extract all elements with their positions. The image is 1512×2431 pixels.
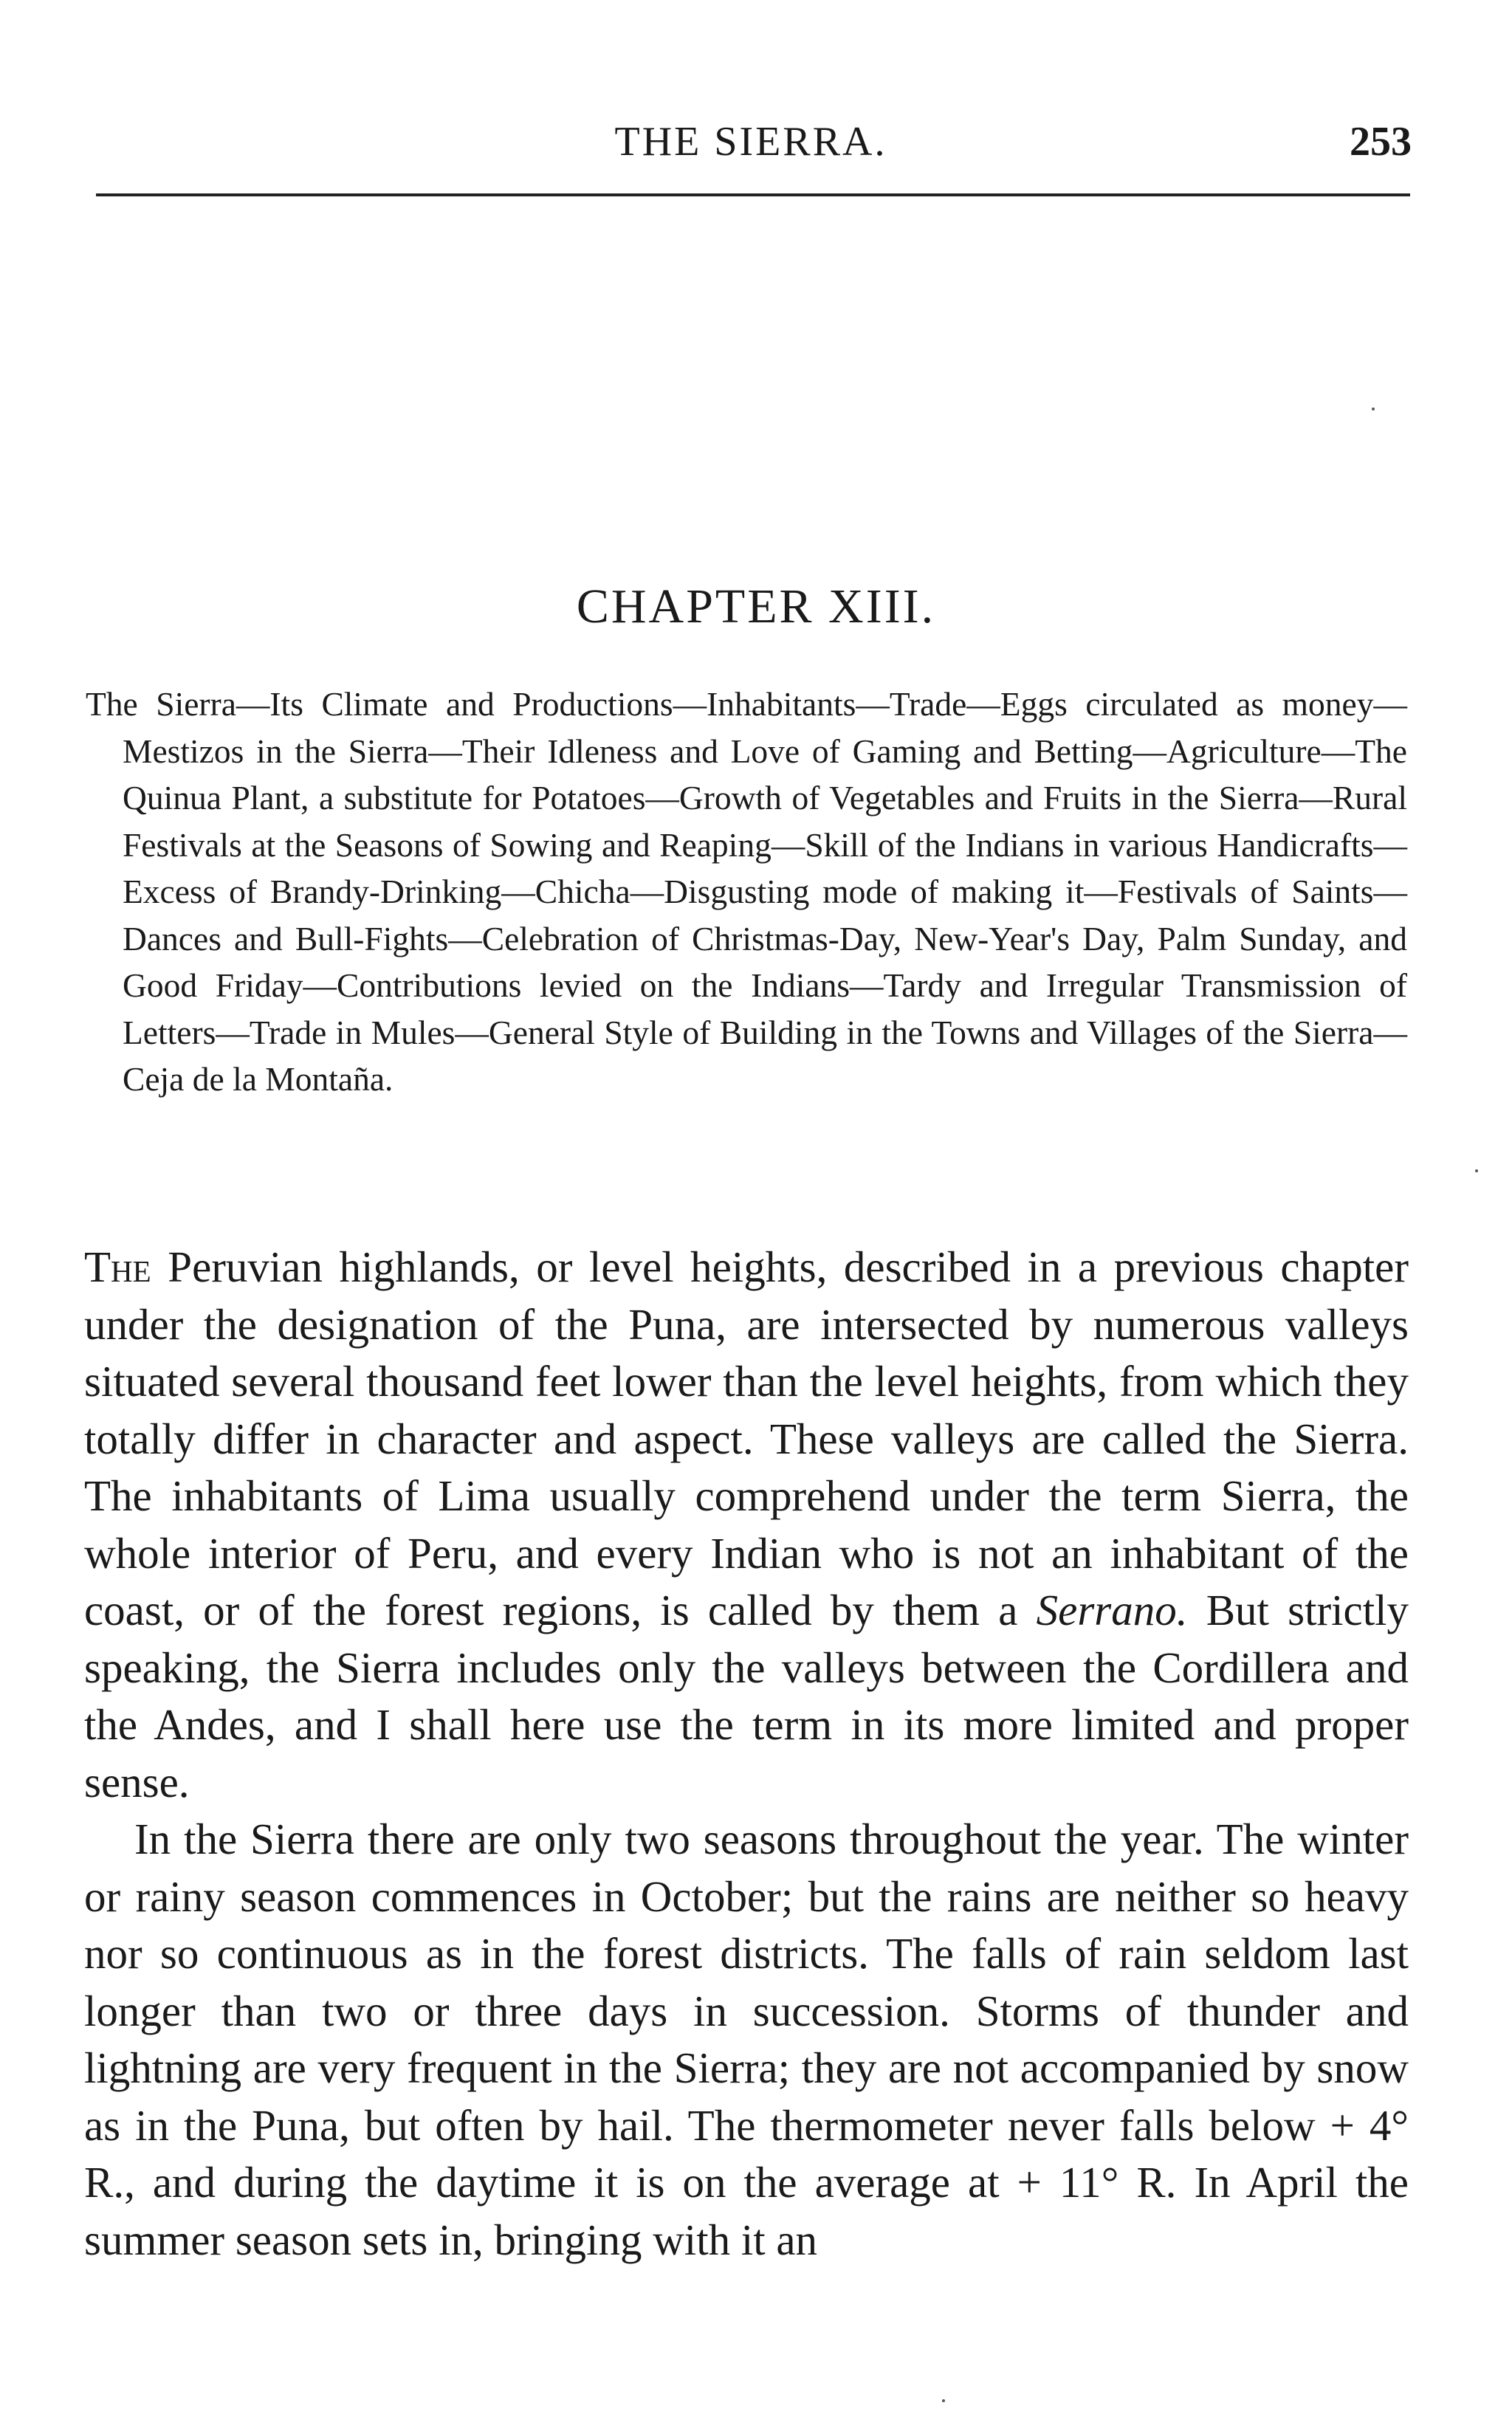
paragraph-1-text-b: But strictly speaking, the Sierra includes only the valleys between the Cordillera and the Andes, and I shall here use the term in its more limited and proper sense.: [84, 1586, 1409, 1806]
body-text: [84, 1239, 1409, 2269]
header-rule: [96, 193, 1410, 196]
chapter-synopsis: The Sierra—Its Climate and Productions—Inhabitants—Trade—Eggs circulated as money—Mestizos in the Sierra—Their Idleness and Love of Gaming and Betting—Agriculture—The Quinua Plant, a substitute for Potatoes—Growth of Vegetables and Fruits in the Sierra—Rural Festivals at the Seasons of Sowing and Reaping—Skill of the Indians in various Handicrafts—Excess of Brandy-Drinking—Chicha—Disgusting mode of making it—Festivals of Saints—Dances and Bull-Fights—Celebration of Christmas-Day, New-Year's Day, Palm Sunday, and Good Friday—Contributions levied on the Indians—Tardy and Irregular Transmission of Letters—Trade in Mules—General Style of Building in the Towns and Villages of the Sierra—Ceja de la Montaña.: [86, 685, 1407, 1098]
scan-speck: [1475, 1169, 1478, 1172]
running-title: THE SIERRA.: [614, 119, 887, 165]
paragraph-2: In the Sierra there are only two seasons throughout the year. The winter or rainy season commences in October; but the rains are neither so heavy nor so continuous as in the forest districts. The falls of rain seldom last longer than two or three days in succession. Storms of thunder and lightning are very frequent in the Sierra; they are not accompanied by snow as in the Puna, but often by hail. The thermometer never falls below + 4° R., and during the daytime it is on the average at + 11° R. In April the summer season sets in, bringing with it an: [84, 1815, 1409, 2264]
paragraph-lead-word: The: [84, 1242, 151, 1291]
page-number: 253: [1350, 119, 1412, 165]
scan-speck: [1372, 408, 1375, 410]
paragraph-1-italic-term: Serrano.: [1036, 1586, 1188, 1634]
paragraph-1: [84, 1239, 1409, 1811]
chapter-title: CHAPTER XIII.: [576, 580, 936, 633]
paragraph-1-text-a: Peruvian highlands, or level heights, described in a previous chapter under the designation of the Puna, are intersected by numerous valleys situated several thousand feet lower than the level heights, from which they totally differ in character and aspect. These valleys are called the Sierra. The inhabitants of Lima usually comprehend under the term Sierra, the whole interior of Peru, and every Indian who is not an inhabitant of the coast, or of the forest regions, is called by them a: [84, 1242, 1409, 1634]
running-head: [90, 118, 1412, 177]
scan-speck: [942, 2399, 945, 2402]
